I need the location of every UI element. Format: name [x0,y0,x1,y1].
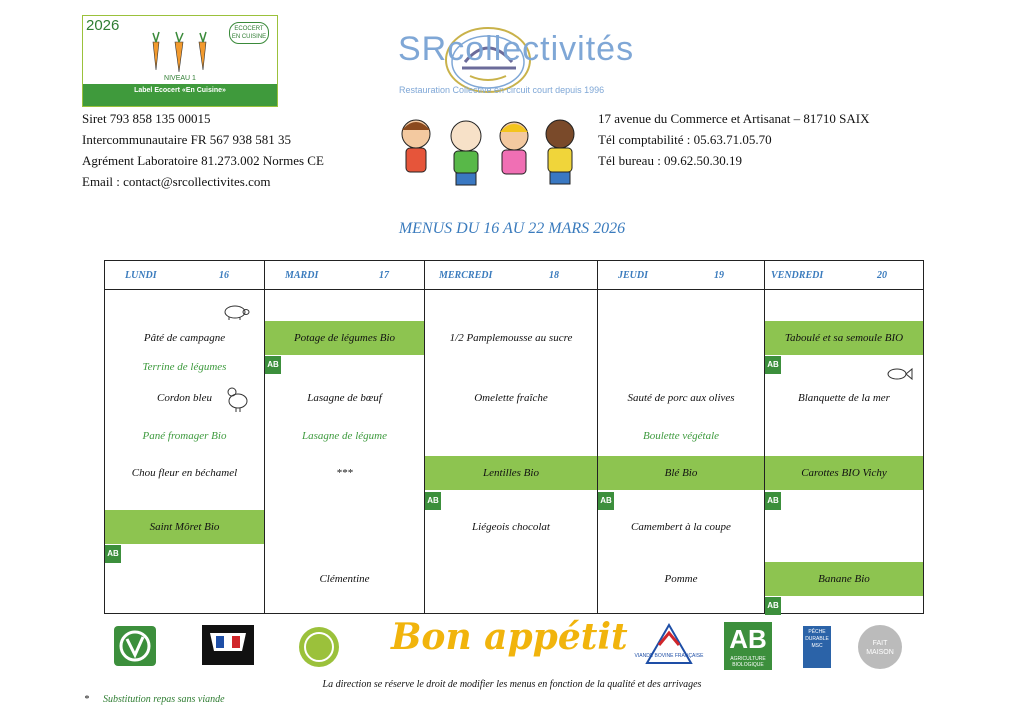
company-info [82,108,324,192]
header-vendredi [764,260,924,290]
fait-maison-label: FAIT MAISON [866,640,894,656]
menu-item: Liégeois chocolat [472,521,550,533]
menu-item: Carottes BIO Vichy [801,467,887,479]
substitution-text: Substitution repas sans viande [103,694,225,705]
menu-item: 1/2 Pamplemousse au sucre [449,332,573,344]
menu-item-substitution: Terrine de légumes [142,361,227,373]
ecocert-year: 2026 [86,17,120,34]
agrement-line: Agrément Laboratoire 81.273.002 Normes CE [82,153,324,168]
header-mardi [264,260,425,290]
day-date: 18 [549,270,559,281]
sr-logo-tagline: Restauration Collective en circuit court depuis 1996 [399,85,605,95]
menu-item: Saint Môret Bio [149,521,220,533]
menu-item: Potage de légumes Bio [293,332,396,344]
siret-line: Siret 793 858 135 00015 [82,111,211,126]
tel-bureau-line: Tél bureau : 09.62.50.30.19 [598,153,743,168]
ab-bio-icon: AB [105,545,121,563]
address-line: 17 avenue du Commerce et Artisanat – 81710 SAIX [598,111,870,126]
asterisk: * [84,694,89,705]
ecocert-label [82,15,278,107]
menu-item: Pomme [664,573,698,585]
day-name: MERCREDI [439,270,493,281]
ecocert-seal: ECOCERT EN CUISINE [229,22,269,44]
header-jeudi [597,260,765,290]
ab-bio-icon: AB [765,356,781,374]
day-date: 16 [219,270,229,281]
carrots-icon [143,30,219,74]
menu-item: Camembert à la coupe [631,521,731,533]
ecocert-band [83,84,277,106]
menu-item: Chou fleur en béchamel [131,467,238,479]
menu-item: *** [336,467,353,479]
sr-logo-name: SRcollectivités [398,30,635,68]
header-lundi [104,260,265,290]
menu-item: Lentilles Bio [483,467,539,479]
viande-de-france-icon [202,625,254,665]
menu-item: Clémentine [319,573,370,585]
contact-info [598,108,870,171]
viande-bovine-francaise-icon [634,623,704,669]
day-name: VENDREDI [771,270,824,281]
menu-item: Blé Bio [664,467,698,479]
ecocert-band-title: Label Ecocert «En Cuisine» [134,87,226,94]
day-name: LUNDI [125,270,157,281]
ecocert-level: NIVEAU 1 [164,75,196,82]
day-date: 20 [877,270,887,281]
pig-icon [222,304,250,320]
menu-item-substitution: Lasagne de légume [302,430,387,442]
menu-item: Banane Bio [818,573,870,585]
agriculture-biologique-icon [724,622,772,670]
day-date: 17 [379,270,389,281]
tel-comptabilite-line: Tél comptabilité : 05.63.71.05.70 [598,132,772,147]
ab-bio-icon: AB [765,492,781,510]
msc-caption: PÊCHE DURABLE MSC [805,629,829,649]
disclaimer: La direction se réserve le droit de modifier les menus en fonction de la qualité et des arrivages [322,679,702,690]
menu-item: Taboulé et sa semoule BIO [784,332,904,344]
substitution-note [84,694,225,705]
menu-item: Omelette fraîche [474,392,548,404]
ab-bio-icon: AB [265,356,281,374]
column-vendredi [764,260,924,614]
menu-item: Lasagne de bœuf [307,392,382,404]
menu-title: MENUS DU 16 AU 22 MARS 2026 [398,220,626,237]
fish-icon [886,367,912,381]
menu-item: Cordon bleu [157,392,212,404]
ecocert-seal-icon [294,625,344,669]
header-mercredi [424,260,598,290]
day-name: JEUDI [618,270,649,281]
ab-big-letters: AB [729,624,767,654]
ab-bio-icon: AB [765,597,781,615]
menu-item-substitution: Pané fromager Bio [142,430,227,442]
menu-item-substitution: Boulette végétale [642,430,720,442]
menu-item: Blanquette de la mer [798,392,890,404]
vbf-caption: VIANDE BOVINE FRANÇAISE [634,653,704,659]
intercommunautaire-line: Intercommunautaire FR 567 938 581 35 [82,132,292,147]
day-name: MARDI [285,270,319,281]
menu-item: Pâté de campagne [143,332,226,344]
peche-durable-msc-icon [803,626,831,668]
bon-appetit: Bon appétit [391,616,628,658]
ab-bio-icon: AB [598,492,614,510]
ab-caption: AGRICULTURE BIOLOGIQUE [730,656,766,668]
menu-item: Sauté de porc aux olives [627,392,735,404]
email-line: Email : contact@srcollectivites.com [82,174,271,189]
children-illustration [388,112,594,198]
fait-maison-icon [858,625,902,669]
vegetarian-icon [113,625,157,667]
column-mercredi [424,260,598,614]
day-date: 19 [714,270,724,281]
ab-bio-icon: AB [425,492,441,510]
